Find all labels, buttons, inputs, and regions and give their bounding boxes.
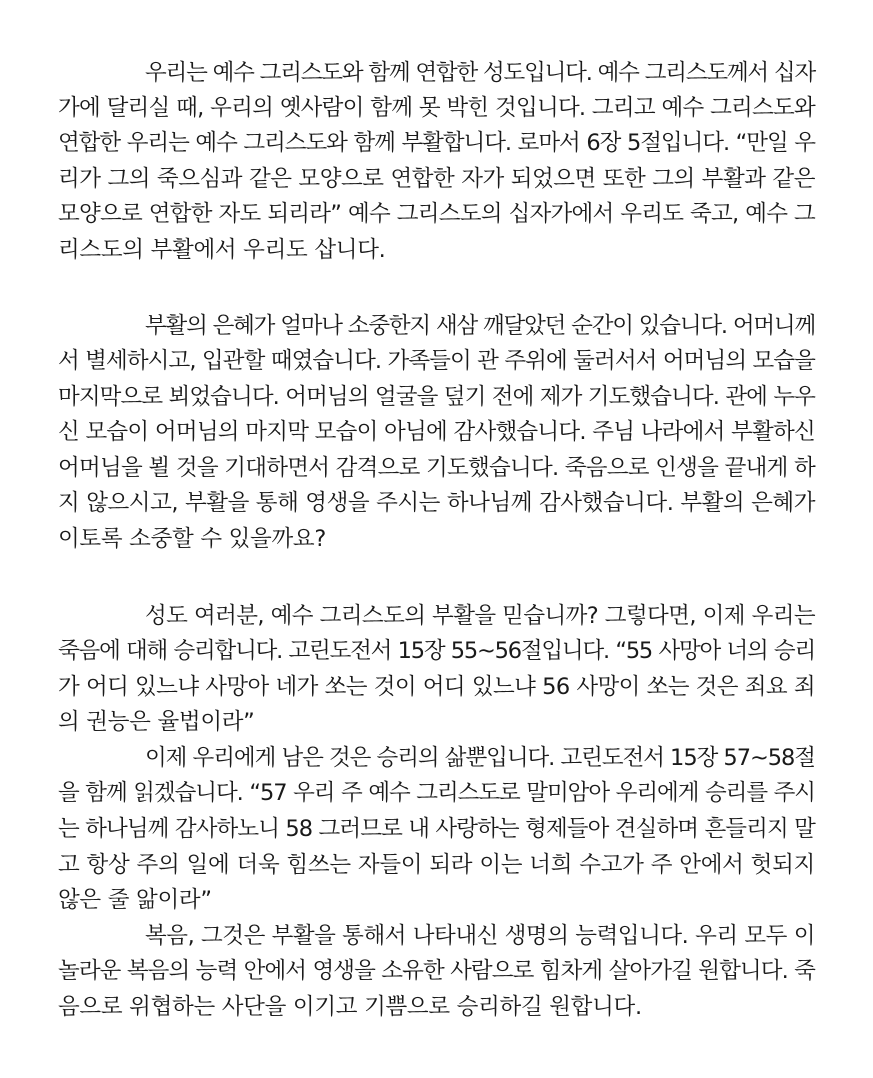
text-line: 는 하나님께 감사하노니 58 그러므로 내 사랑하는 형제들아 견실하며 흔들리지 말 xyxy=(58,816,815,842)
text-line: 가에 달리실 때, 우리의 옛사람이 함께 못 박힌 것입니다. 그리고 예수 그리스도와 xyxy=(58,95,815,121)
text-line: 고 항상 주의 일에 더욱 힘쓰는 자들이 되라 이는 너희 수고가 주 안에서 헛되지 xyxy=(58,852,815,878)
text-line: 놀라운 복음의 능력 안에서 영생을 소유한 사람으로 힘차게 살아가길 원합니다. 죽 xyxy=(58,958,815,984)
text-line: 모양으로 연합한 자도 되리라” 예수 그리스도의 십자가에서 우리도 죽고, 예수 그 xyxy=(58,201,815,227)
text-line: 가 어디 있느냐 사망아 네가 쏘는 것이 어디 있느냐 56 사망이 쏘는 것은 죄요 죄 xyxy=(58,674,815,700)
text-line: 신 모습이 어머님의 마지막 모습이 아님에 감사했습니다. 주님 나라에서 부활하신 xyxy=(58,419,815,445)
text-line: 우리는 예수 그리스도와 함께 연합한 성도입니다. 예수 그리스도께서 십자 xyxy=(145,60,815,86)
text-line: 음으로 위협하는 사단을 이기고 기쁨으로 승리하길 원합니다. xyxy=(58,994,642,1020)
text-line: 을 함께 읽겠습니다. “57 우리 주 예수 그리스도로 말미암아 우리에게 승리를 주시 xyxy=(58,780,815,806)
text-line: 부활의 은혜가 얼마나 소중한지 새삼 깨달았던 순간이 있습니다. 어머니께 xyxy=(145,313,815,339)
text-line: 연합한 우리는 예수 그리스도와 함께 부활합니다. 로마서 6장 5절입니다. “만일 우 xyxy=(58,130,815,156)
text-line: 이토록 소중할 수 있을까요? xyxy=(58,526,326,552)
text-line: 서 별세하시고, 입관할 때였습니다. 가족들이 관 주위에 둘러서서 어머님의 모습을 xyxy=(58,348,815,374)
text-line: 죽음에 대해 승리합니다. 고린도전서 15장 55~56절입니다. “55 사망아 너의 승리 xyxy=(58,638,815,664)
text-line: 지 않으시고, 부활을 통해 영생을 주시는 하나님께 감사했습니다. 부활의 은혜가 xyxy=(58,490,815,516)
text-line: 의 권능은 율법이라” xyxy=(58,709,255,735)
text-line: 리스도의 부활에서 우리도 삽니다. xyxy=(58,237,386,263)
text-line: 복음, 그것은 부활을 통해서 나타내신 생명의 능력입니다. 우리 모두 이 xyxy=(145,923,815,949)
text-line: 않은 줄 앎이라” xyxy=(58,887,212,913)
text-line: 어머님을 뵐 것을 기대하면서 감격으로 기도했습니다. 죽음으로 인생을 끝내게 하 xyxy=(58,455,815,481)
text-line: 성도 여러분, 예수 그리스도의 부활을 믿습니까? 그렇다면, 이제 우리는 xyxy=(145,603,815,629)
text-line: 마지막으로 뵈었습니다. 어머님의 얼굴을 덮기 전에 제가 기도했습니다. 관에 누우 xyxy=(58,384,815,410)
text-line: 이제 우리에게 남은 것은 승리의 삶뿐입니다. 고린도전서 15장 57~58절 xyxy=(145,745,815,771)
text-line: 리가 그의 죽으심과 같은 모양으로 연합한 자가 되었으면 또한 그의 부활과 같은 xyxy=(58,166,815,192)
